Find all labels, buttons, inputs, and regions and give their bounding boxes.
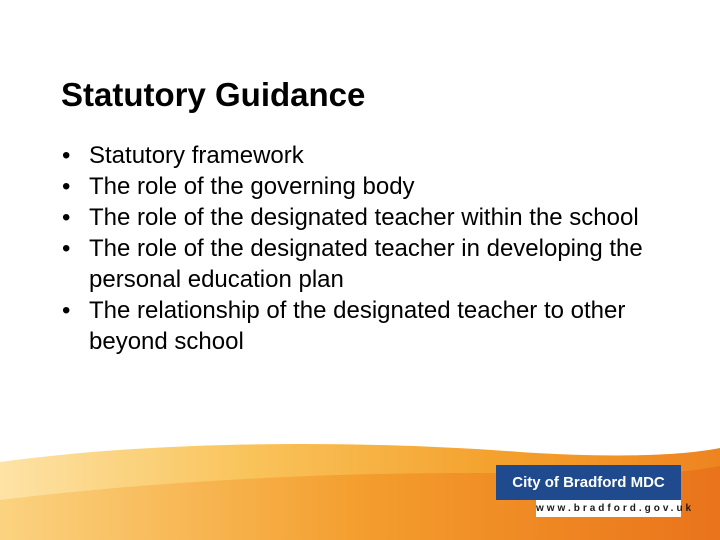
bullet-dot-icon: •	[62, 173, 71, 200]
logo-name: City of Bradford MDC	[496, 465, 681, 500]
bradford-logo	[496, 465, 695, 517]
slide-title: Statutory Guidance	[61, 76, 366, 113]
bullet-list	[62, 140, 662, 357]
logo-url: www.bradford.gov.uk	[536, 500, 681, 517]
bullet-dot-icon: •	[62, 235, 71, 262]
bullet-text: The role of the designated teacher within the school	[89, 204, 639, 231]
bullet-dot-icon: •	[62, 142, 71, 169]
bullet-text: The role of the governing body	[89, 173, 415, 200]
bullet-dot-icon: •	[62, 297, 71, 324]
bullet-item	[62, 202, 662, 233]
bullet-item	[62, 233, 662, 295]
bullet-item	[62, 140, 662, 171]
bullet-item	[62, 295, 662, 357]
bullet-text: The relationship of the designated teacher to other beyond school	[89, 297, 626, 355]
bullet-item	[62, 171, 662, 202]
bullet-text: Statutory framework	[89, 142, 304, 169]
bullet-text: The role of the designated teacher in developing the personal education plan	[89, 235, 643, 293]
bullet-dot-icon: •	[62, 204, 71, 231]
